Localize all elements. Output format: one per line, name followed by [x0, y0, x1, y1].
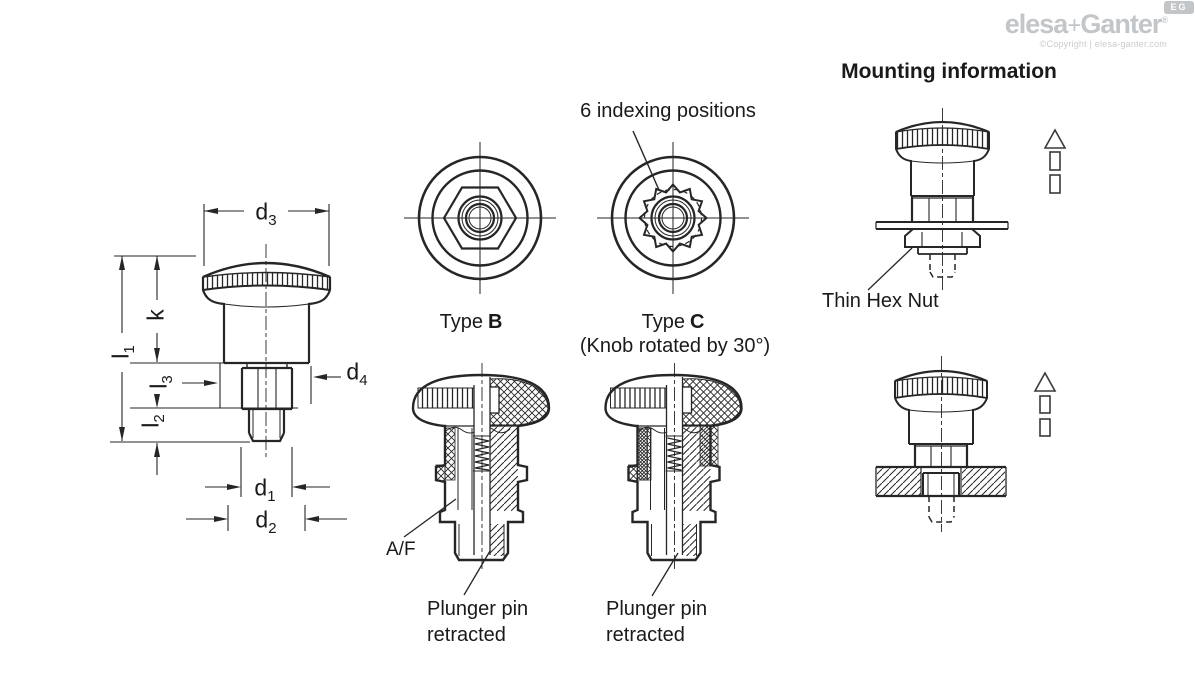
thin-hex-nut-label: Thin Hex Nut	[822, 290, 939, 312]
brand-copyright: ©Copyright | elesa-ganter.com	[1039, 39, 1167, 49]
plunger-note-line2: retracted	[606, 624, 685, 646]
dim-label-d1: $d_1$	[254, 474, 276, 506]
thin-hex-nut-leader-line	[868, 248, 912, 290]
side-view	[203, 244, 330, 460]
mounting-view-plate	[876, 356, 1006, 532]
brand-wordmark: elesa+Ganter®	[1004, 9, 1167, 39]
indexing-positions-note: 6 indexing positions	[580, 100, 756, 122]
af-label: A/F	[386, 539, 416, 560]
type-c-rotation-note: (Knob rotated by 30°)	[579, 335, 771, 357]
dim-label-d2: $d_2$	[255, 506, 277, 538]
position-symbol-plate	[1035, 373, 1055, 436]
type-b-label: Type B	[439, 311, 503, 333]
rect-symbol	[1040, 419, 1050, 436]
side-view-dimensions	[107, 204, 347, 531]
triangle-symbol	[1035, 373, 1055, 391]
plunger-note-type-b	[427, 596, 528, 648]
type-c-label: Type C	[641, 311, 705, 333]
plunger-b-leader-line	[464, 551, 490, 595]
af-leader-line	[404, 499, 456, 537]
top-view-type-c	[597, 131, 749, 294]
top-view-type-b	[404, 142, 556, 294]
brand-watermark	[1005, 8, 1167, 49]
eg-badge: EG	[1164, 1, 1194, 14]
rect-symbol	[1050, 152, 1060, 170]
plunger-note-line1: Plunger pin	[606, 598, 708, 620]
dim-label-d3: $d_3$	[255, 198, 277, 230]
triangle-symbol	[1045, 130, 1065, 148]
section-view-type-b	[413, 375, 549, 560]
plunger-note-line2: retracted	[427, 624, 506, 646]
dim-label-d4: $d_4$	[346, 358, 368, 390]
plunger-note-type-c	[606, 596, 707, 648]
position-symbol-sheet	[1045, 130, 1065, 193]
plunger-note-line1: Plunger pin	[427, 598, 529, 620]
dim-label-l2: $l_2$	[137, 414, 169, 428]
mounting-information-title: Mounting information	[841, 60, 1057, 83]
dim-label-l1: $l_1$	[107, 345, 139, 359]
rect-symbol	[1040, 396, 1050, 413]
dim-label-k: k	[142, 309, 169, 321]
mounting-view-sheet	[868, 108, 1008, 290]
section-view-type-c	[606, 375, 742, 560]
dim-label-l3: $l_3$	[145, 375, 177, 389]
rect-symbol	[1050, 175, 1060, 193]
